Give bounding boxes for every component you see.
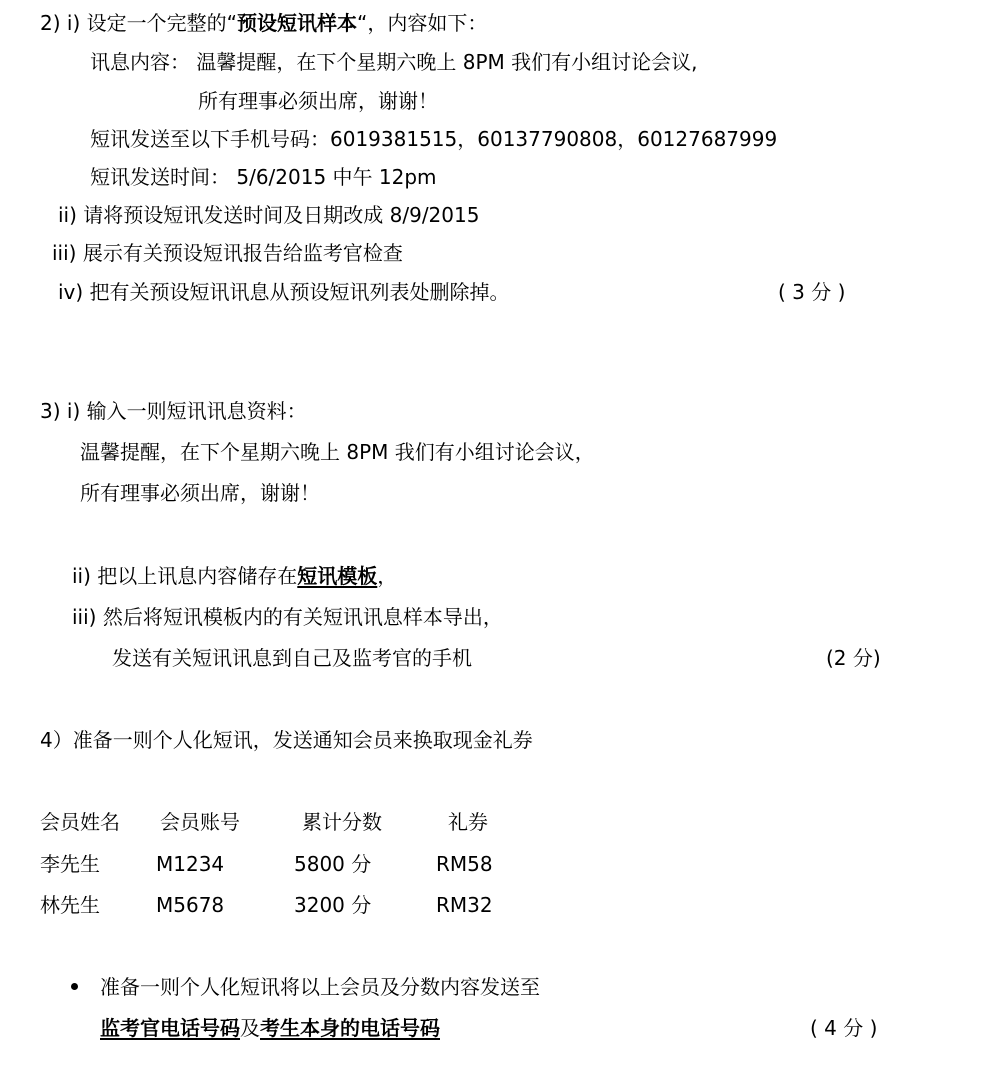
q2-step-ii: ii) 请将预设短讯发送时间及日期改成 8/9/2015	[58, 203, 480, 227]
q3-message-line-2: 所有理事必须出席，谢谢！	[80, 481, 320, 505]
q4-examiner-phone-term: 监考官电话号码	[100, 1016, 240, 1040]
q3-sms-template-term: 短讯模板	[297, 564, 378, 588]
table-row-2-account: M5678	[156, 893, 225, 917]
q3-step-iii: iii) 然后将短讯模板内的有关短讯讯息样本导出，	[72, 605, 503, 629]
q2-marks: ( 3 分 )	[778, 280, 846, 304]
q4-candidate-phone-term: 考生本身的电话号码	[260, 1016, 440, 1040]
table-row-1-voucher: RM58	[436, 852, 493, 876]
q4-bullet-line-1: 准备一则个人化短讯将以上会员及分数内容发送至	[100, 975, 540, 999]
table-row-2-name: 林先生	[40, 893, 100, 917]
q2-phone-numbers: 短讯发送至以下手机号码：6019381515，60137790808，60127687999	[90, 127, 778, 151]
q4-line-1: 4）准备一则个人化短讯，发送通知会员来换取现金礼券	[40, 728, 533, 752]
q3-step-iii-cont: 发送有关短讯讯息到自己及监考官的手机	[112, 646, 472, 670]
table-header-account: 会员账号	[160, 810, 240, 834]
table-header-name: 会员姓名	[40, 810, 120, 834]
table-row-2-points: 3200 分	[294, 893, 372, 917]
q2-bold-term: 预设短讯样本	[236, 11, 357, 35]
q3-line-1: 3) i) 输入一则短讯讯息资料：	[40, 399, 307, 423]
q4-marks: ( 4 分 )	[810, 1016, 878, 1040]
table-row-1-points: 5800 分	[294, 852, 372, 876]
q2-send-time: 短讯发送时间： 5/6/2015 中午 12pm	[90, 165, 437, 189]
q2-step-iv: iv) 把有关预设短讯讯息从预设短讯列表处删除掉。	[58, 280, 510, 304]
q2-line-1: 2) i) 设定一个完整的“预设短讯样本“，内容如下：	[40, 11, 488, 35]
q2-message-content-cont: 所有理事必须出席，谢谢！	[198, 89, 438, 113]
q3-message-line-1: 温馨提醒，在下个星期六晚上 8PM 我们有小组讨论会议，	[80, 440, 595, 464]
q2-message-content: 讯息内容： 温馨提醒，在下个星期六晚上 8PM 我们有小组讨论会议,	[90, 50, 698, 74]
q4-bullet-line-2: 监考官电话号码及考生本身的电话号码	[100, 1016, 440, 1040]
table-row-1-account: M1234	[156, 852, 225, 876]
bullet-icon	[71, 983, 78, 990]
q3-marks: (2 分)	[826, 646, 881, 670]
table-row-2-voucher: RM32	[436, 893, 493, 917]
table-header-voucher: 礼券	[448, 810, 488, 834]
q2-step-iii: iii) 展示有关预设短讯报告给监考官检查	[52, 241, 403, 265]
table-header-points: 累计分数	[302, 810, 382, 834]
table-row-1-name: 李先生	[40, 852, 100, 876]
q3-step-ii: ii) 把以上讯息内容储存在短讯模板，	[72, 564, 398, 588]
